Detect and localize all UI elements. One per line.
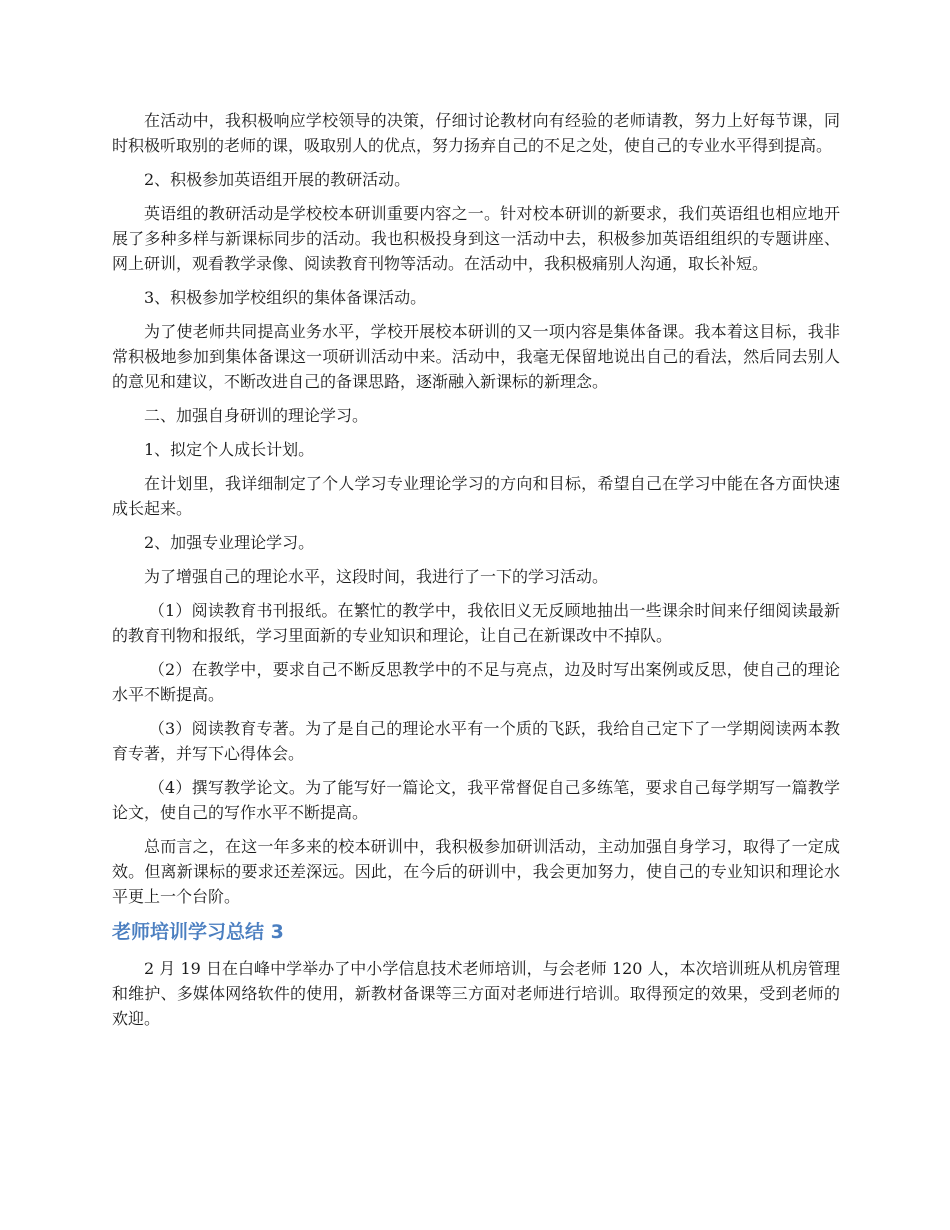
list-heading: 2、加强专业理论学习。 xyxy=(144,533,315,552)
list-item: （1）阅读教育书刊报纸。在繁忙的教学中，我依旧义无反顾地抽出一些课余时间来仔细阅读最新的教育刊物和报纸，学习里面新的专业知识和理论，让自己在新课改中不掉队。 xyxy=(112,601,840,645)
list-item: （4）撰写教学论文。为了能写好一篇论文，我平常督促自己多练笔，要求自己每学期写一篇教学论文，使自己的写作水平不断提高。 xyxy=(112,778,840,822)
document-body xyxy=(112,108,840,1040)
paragraph: 总而言之，在这一年多来的校本研训中，我积极参加研训活动，主动加强自身学习，取得了一定成效。但离新课标的要求还差深远。因此，在今后的研训中，我会更加努力，使自己的专业知识和理论水平更上一个台阶。 xyxy=(112,837,840,906)
section-heading: 二、加强自身研训的理论学习。 xyxy=(144,406,369,425)
list-heading: 1、拟定个人成长计划。 xyxy=(144,440,315,459)
paragraph: 英语组的教研活动是学校校本研训重要内容之一。针对校本研训的新要求，我们英语组也相应地开展了多种多样与新课标同步的活动。我也积极投身到这一活动中去，积极参加英语组组织的专题讲座、网上研训，观看教学录像、阅读教育刊物等活动。在活动中，我积极痛别人沟通，取长补短。 xyxy=(112,204,840,273)
list-heading: 2、积极参加英语组开展的教研活动。 xyxy=(144,170,411,189)
list-item: （3）阅读教育专著。为了是自己的理论水平有一个质的飞跃，我给自己定下了一学期阅读两本教育专著，并写下心得体会。 xyxy=(112,719,840,763)
paragraph: 在活动中，我积极响应学校领导的决策，仔细讨论教材向有经验的老师请教，努力上好每节课，同时积极听取别的老师的课，吸取别人的优点，努力扬弃自己的不足之处，使自己的专业水平得到提高。 xyxy=(112,111,840,155)
paragraph: 为了增强自己的理论水平，这段时间，我进行了一下的学习活动。 xyxy=(144,567,609,586)
section-title: 老师培训学习总结 3 xyxy=(112,921,284,943)
paragraph: 为了使老师共同提高业务水平，学校开展校本研训的又一项内容是集体备课。我本着这目标，我非常积极地参加到集体备课这一项研训活动中来。活动中，我毫无保留地说出自己的看法，然后同去别人的意见和建议，不断改进自己的备课思路，逐渐融入新课标的新理念。 xyxy=(112,322,840,391)
list-item: （2）在教学中，要求自己不断反思教学中的不足与亮点，边及时写出案例或反思，使自己的理论水平不断提高。 xyxy=(112,660,840,704)
paragraph: 在计划里，我详细制定了个人学习专业理论学习的方向和目标，希望自己在学习中能在各方面快速成长起来。 xyxy=(112,474,840,518)
paragraph: 2 月 19 日在白峰中学举办了中小学信息技术老师培训，与会老师 120 人，本次培训班从机房管理和维护、多媒体网络软件的使用，新教材备课等三方面对老师进行培训。取得预定的效果，受到老师的欢迎。 xyxy=(112,959,840,1028)
list-heading: 3、积极参加学校组织的集体备课活动。 xyxy=(144,288,427,307)
